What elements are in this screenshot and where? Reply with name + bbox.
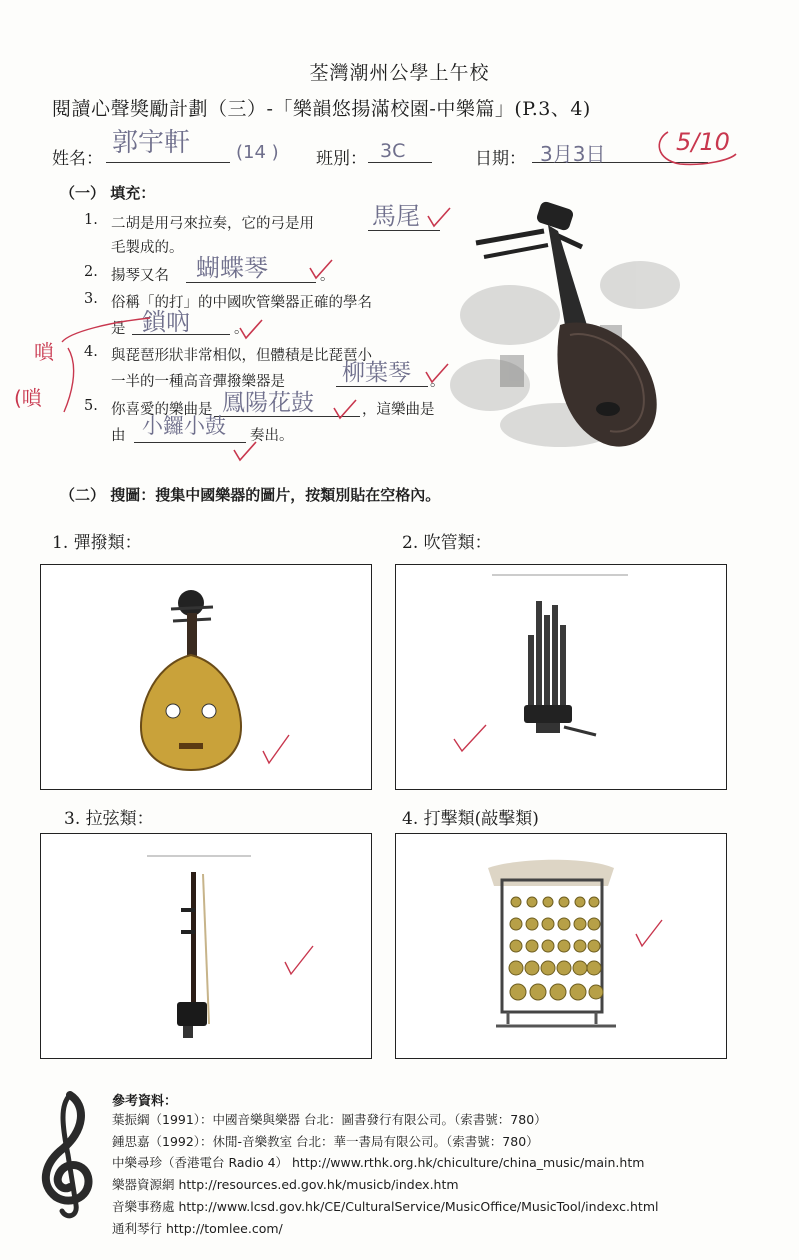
tick-mark <box>230 440 260 464</box>
reference-item: 音樂事務處 http://www.lcsd.gov.hk/CE/CulturalService/MusicOffice/MusicTool/indexc.html <box>112 1199 659 1214</box>
sheng-photo <box>396 565 726 789</box>
class-label: 班別： <box>316 149 367 169</box>
tick-mark <box>636 920 662 946</box>
tick-mark <box>330 398 360 422</box>
section2-heading: （二） 搜圖：搜集中國樂器的圖片，按類別貼在空格內。 <box>60 486 441 504</box>
category-percussion-label: 4. 打擊類(敲擊類) <box>402 809 539 829</box>
tick-mark <box>236 318 266 342</box>
q4-text-c: 。 <box>430 374 445 390</box>
q3-text-a: 俗稱「的打」的中國吹管樂器正確的學名 <box>111 295 372 311</box>
reference-item: 葉振綱（1991）：中國音樂與樂器 台北：圖書發行有限公司。（索書號：780） <box>112 1112 547 1127</box>
q5-number: 5. <box>84 398 98 414</box>
date-label: 日期： <box>475 149 526 169</box>
q2-answer: 蝴蝶琴 <box>196 254 268 282</box>
q3-text-b: 是 <box>111 321 126 337</box>
reference-item: 樂器資源網 http://resources.ed.gov.hk/musicb/index.htm <box>112 1177 459 1192</box>
q3-correction-1: 嗩 <box>34 340 54 364</box>
category-bowed-label: 3. 拉弦類： <box>64 809 154 829</box>
q5-text-d: 奏出。 <box>250 428 294 444</box>
q3-answer: 鎖吶 <box>142 308 190 336</box>
q3-text-c: 。 <box>234 321 249 337</box>
name-label: 姓名： <box>52 149 103 169</box>
q3-number: 3. <box>84 291 98 307</box>
student-number: (14 ) <box>236 142 279 163</box>
gong-rack-photo <box>396 834 726 1058</box>
category-plucked-label: 1. 彈撥類： <box>52 533 142 553</box>
pipa-photo <box>41 565 371 789</box>
date-annotation: 5/10 <box>676 128 730 156</box>
q3-correction-2: (嗩 <box>14 386 42 410</box>
reference-item: 中樂尋珍（香港電台 Radio 4） http://www.rthk.org.hk/chiculture/china_music/main.htm <box>112 1155 645 1170</box>
q5-text-b: ，這樂曲是 <box>362 402 435 418</box>
q5-answer-a: 鳳陽花鼓 <box>222 390 314 416</box>
q4-answer: 柳葉琴 <box>342 360 411 386</box>
category-wind-label: 2. 吹管類： <box>402 533 492 553</box>
image-box-bowed <box>40 833 372 1059</box>
reference-item: 鍾思嘉（1992）：休閒-音樂教室 台北：華一書局有限公司。（索書號：780） <box>112 1134 539 1149</box>
erhu-photo <box>41 834 371 1058</box>
q5-answer-b: 小鑼小鼓 <box>142 414 226 438</box>
q1-text-a: 二胡是用弓來拉奏，它的弓是用 <box>111 216 314 232</box>
red-circle-mark <box>650 120 740 168</box>
q2-text-a: 揚琴又名 <box>111 268 169 284</box>
q4-text-a: 與琵琶形狀非常相似，但體積是比琵琶小 <box>111 348 372 364</box>
pipa-illustration <box>440 195 690 460</box>
reference-item: 通利琴行 http://tomlee.com/ <box>112 1221 283 1236</box>
q1-text-b: 毛製成的。 <box>111 240 184 256</box>
tick-mark <box>285 946 313 974</box>
q2-number: 2. <box>84 264 98 280</box>
q4-number: 4. <box>84 344 98 360</box>
tick-mark <box>454 725 486 751</box>
tick-mark <box>306 258 336 282</box>
q1-answer: 馬尾 <box>372 202 420 230</box>
q2-text-b: 。 <box>320 268 335 284</box>
image-box-percussion <box>395 833 727 1059</box>
name-value: 郭宇軒 <box>112 128 191 158</box>
q5-text-a: 你喜愛的樂曲是 <box>111 402 213 418</box>
plan-title: 閱讀心聲獎勵計劃（三）-「樂韻悠揚滿校園-中樂篇」(P.3、4) <box>52 98 591 120</box>
tick-mark <box>263 735 289 763</box>
image-box-wind <box>395 564 727 790</box>
image-box-plucked <box>40 564 372 790</box>
references-heading: 參考資料： <box>112 1094 178 1109</box>
date-value: 3月3日 <box>540 142 606 166</box>
school-name: 荃灣潮州公學上午校 <box>309 62 490 84</box>
section1-heading: （一） 填充： <box>60 184 156 202</box>
treble-clef-icon <box>30 1085 100 1225</box>
class-value: 3C <box>380 140 406 162</box>
q1-number: 1. <box>84 212 98 228</box>
q5-text-c: 由 <box>111 428 126 444</box>
q4-text-b: 一半的一種高音彈撥樂器是 <box>111 374 285 390</box>
